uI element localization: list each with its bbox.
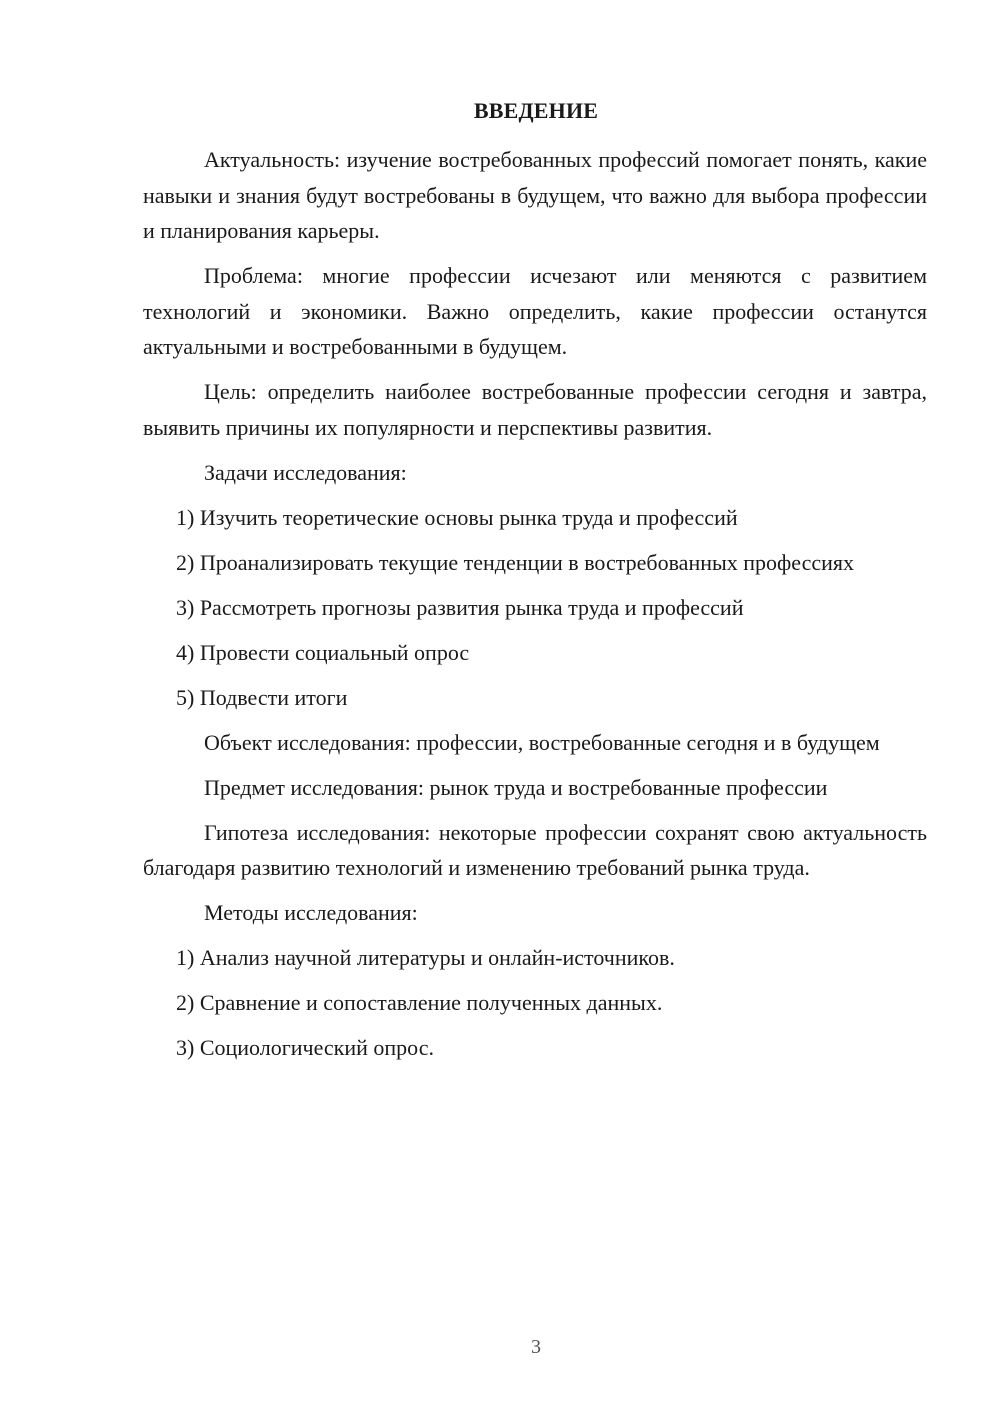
task-item-5: 5) Подвести итоги bbox=[176, 684, 348, 710]
paragraph-goal: Цель: определить наиболее востребованные профессии сегодня и завтра, выявить причины их популярности и перспективы развития. bbox=[143, 379, 927, 440]
method-item-2: 2) Сравнение и сопоставление полученных данных. bbox=[176, 990, 663, 1015]
paragraph-relevance: Актуальность: изучение востребованных профессий помогает понять, какие навыки и знания будут востребованы в будущем, что важно для выбора профессии и планирования карьеры. bbox=[143, 147, 927, 243]
page-number: 3 bbox=[531, 1336, 541, 1358]
task-item-1: 1) Изучить теоретические основы рынка труда и профессий bbox=[176, 504, 738, 530]
page-title: ВВЕДЕНИЕ bbox=[473, 98, 599, 123]
task-item-4: 4) Провести социальный опрос bbox=[176, 639, 470, 665]
document-body bbox=[143, 142, 927, 1066]
method-item-1: 1) Анализ научной литературы и онлайн-источников. bbox=[176, 945, 675, 970]
paragraph-subject: Предмет исследования: рынок труда и востребованные профессии bbox=[204, 774, 828, 800]
methods-heading: Методы исследования: bbox=[204, 900, 418, 925]
task-item-2: 2) Проанализировать текущие тенденции в востребованных профессиях bbox=[176, 549, 855, 575]
paragraph-hypothesis: Гипотеза исследования: некоторые профессии сохранят свою актуальность благодаря развитию технологий и изменению требований рынка труда. bbox=[143, 819, 927, 880]
paragraph-object: Объект исследования: профессии, востребованные сегодня и в будущем bbox=[204, 729, 880, 755]
method-item-3: 3) Социологический опрос. bbox=[176, 1035, 434, 1060]
tasks-heading: Задачи исследования: bbox=[204, 459, 407, 485]
paragraph-problem: Проблема: многие профессии исчезают или меняются с развитием технологий и экономики. Важно определить, какие профессии останутся актуальными и востребованными в будущем. bbox=[143, 263, 927, 359]
task-item-3: 3) Рассмотреть прогнозы развития рынка труда и профессий bbox=[176, 594, 744, 620]
